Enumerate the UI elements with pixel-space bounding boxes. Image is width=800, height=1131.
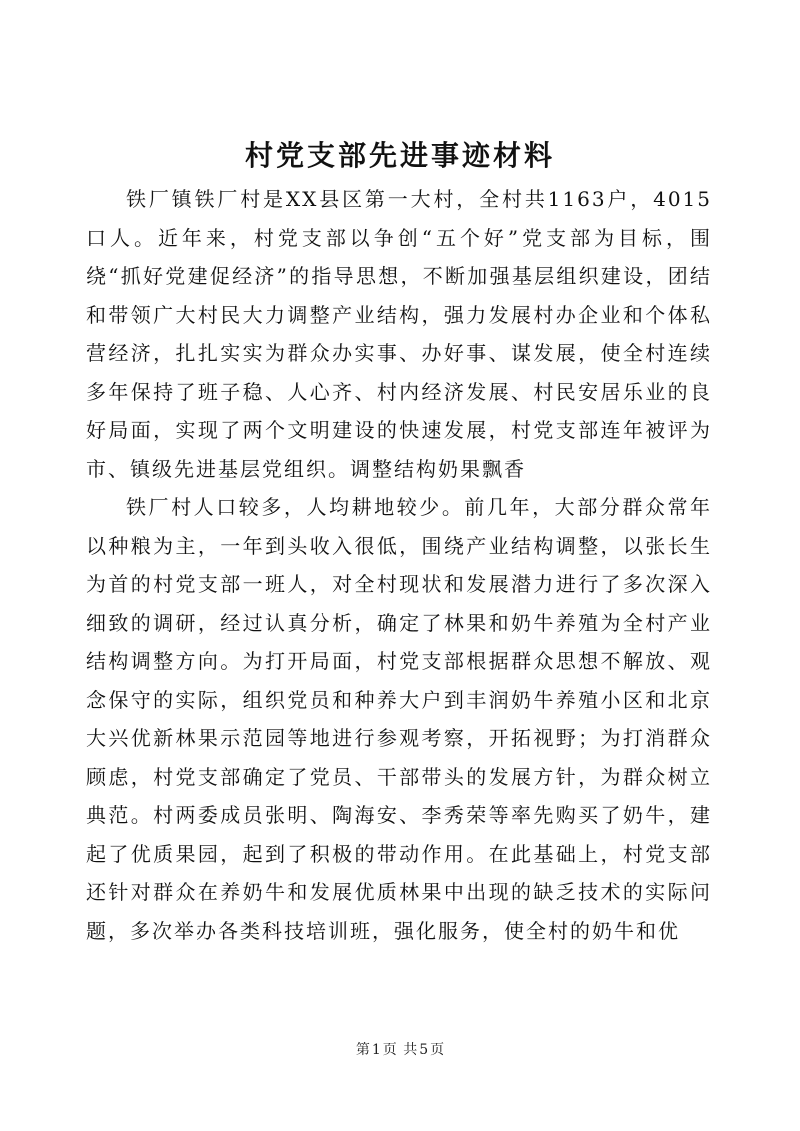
paragraph-1: 铁厂镇铁厂村是XX县区第一大村，全村共1163户，4015口人。近年来，村党支部以争创“五个好”党支部为目标，围绕“抓好党建促经济”的指导思想，不断加强基层组织建设，团结和带领广大村民大力调整产业结构，强力发展村办企业和个体私营经济，扎扎实实为群众办实事、办好事、谋发展，使全村连续多年保持了班子稳、人心齐、村内经济发展、村民安居乐业的良好局面，实现了两个文明建设的快速发展，村党支部连年被评为市、镇级先进基层党组织。调整结构奶果飘香 (86, 187, 712, 481)
document-title: 村党支部先进事迹材料 (244, 139, 555, 172)
document-body (86, 180, 712, 950)
paragraph-2: 铁厂村人口较多，人均耕地较少。前几年，大部分群众常年以种粮为主，一年到头收入很低，围绕产业结构调整，以张长生为首的村党支部一班人，对全村现状和发展潜力进行了多次深入细致的调研，经过认真分析，确定了林果和奶牛养殖为全村产业结构调整方向。为打开局面，村党支部根据群众思想不解放、观念保守的实际，组织党员和种养大户到丰润奶牛养殖小区和北京大兴优新林果示范园等地进行参观考察，开拓视野；为打消群众顾虑，村党支部确定了党员、干部带头的发展方针，为群众树立典范。村两委成员张明、陶海安、李秀荣等率先购买了奶牛，建起了优质果园，起到了积极的带动作用。在此基础上，村党支部还针对群众在养奶牛和发展优质林果中出现的缺乏技术的实际问题，多次举办各类科技培训班，强化服务，使全村的奶牛和优 (86, 495, 712, 943)
page-unit: 页 (382, 1042, 397, 1058)
total-prefix: 共 (403, 1042, 418, 1058)
total-pages: 5 (419, 1042, 429, 1058)
page-prefix: 第 (355, 1042, 370, 1058)
page-footer (0, 1040, 800, 1060)
total-unit: 页 (430, 1042, 445, 1058)
page-number: 1 (371, 1042, 381, 1058)
